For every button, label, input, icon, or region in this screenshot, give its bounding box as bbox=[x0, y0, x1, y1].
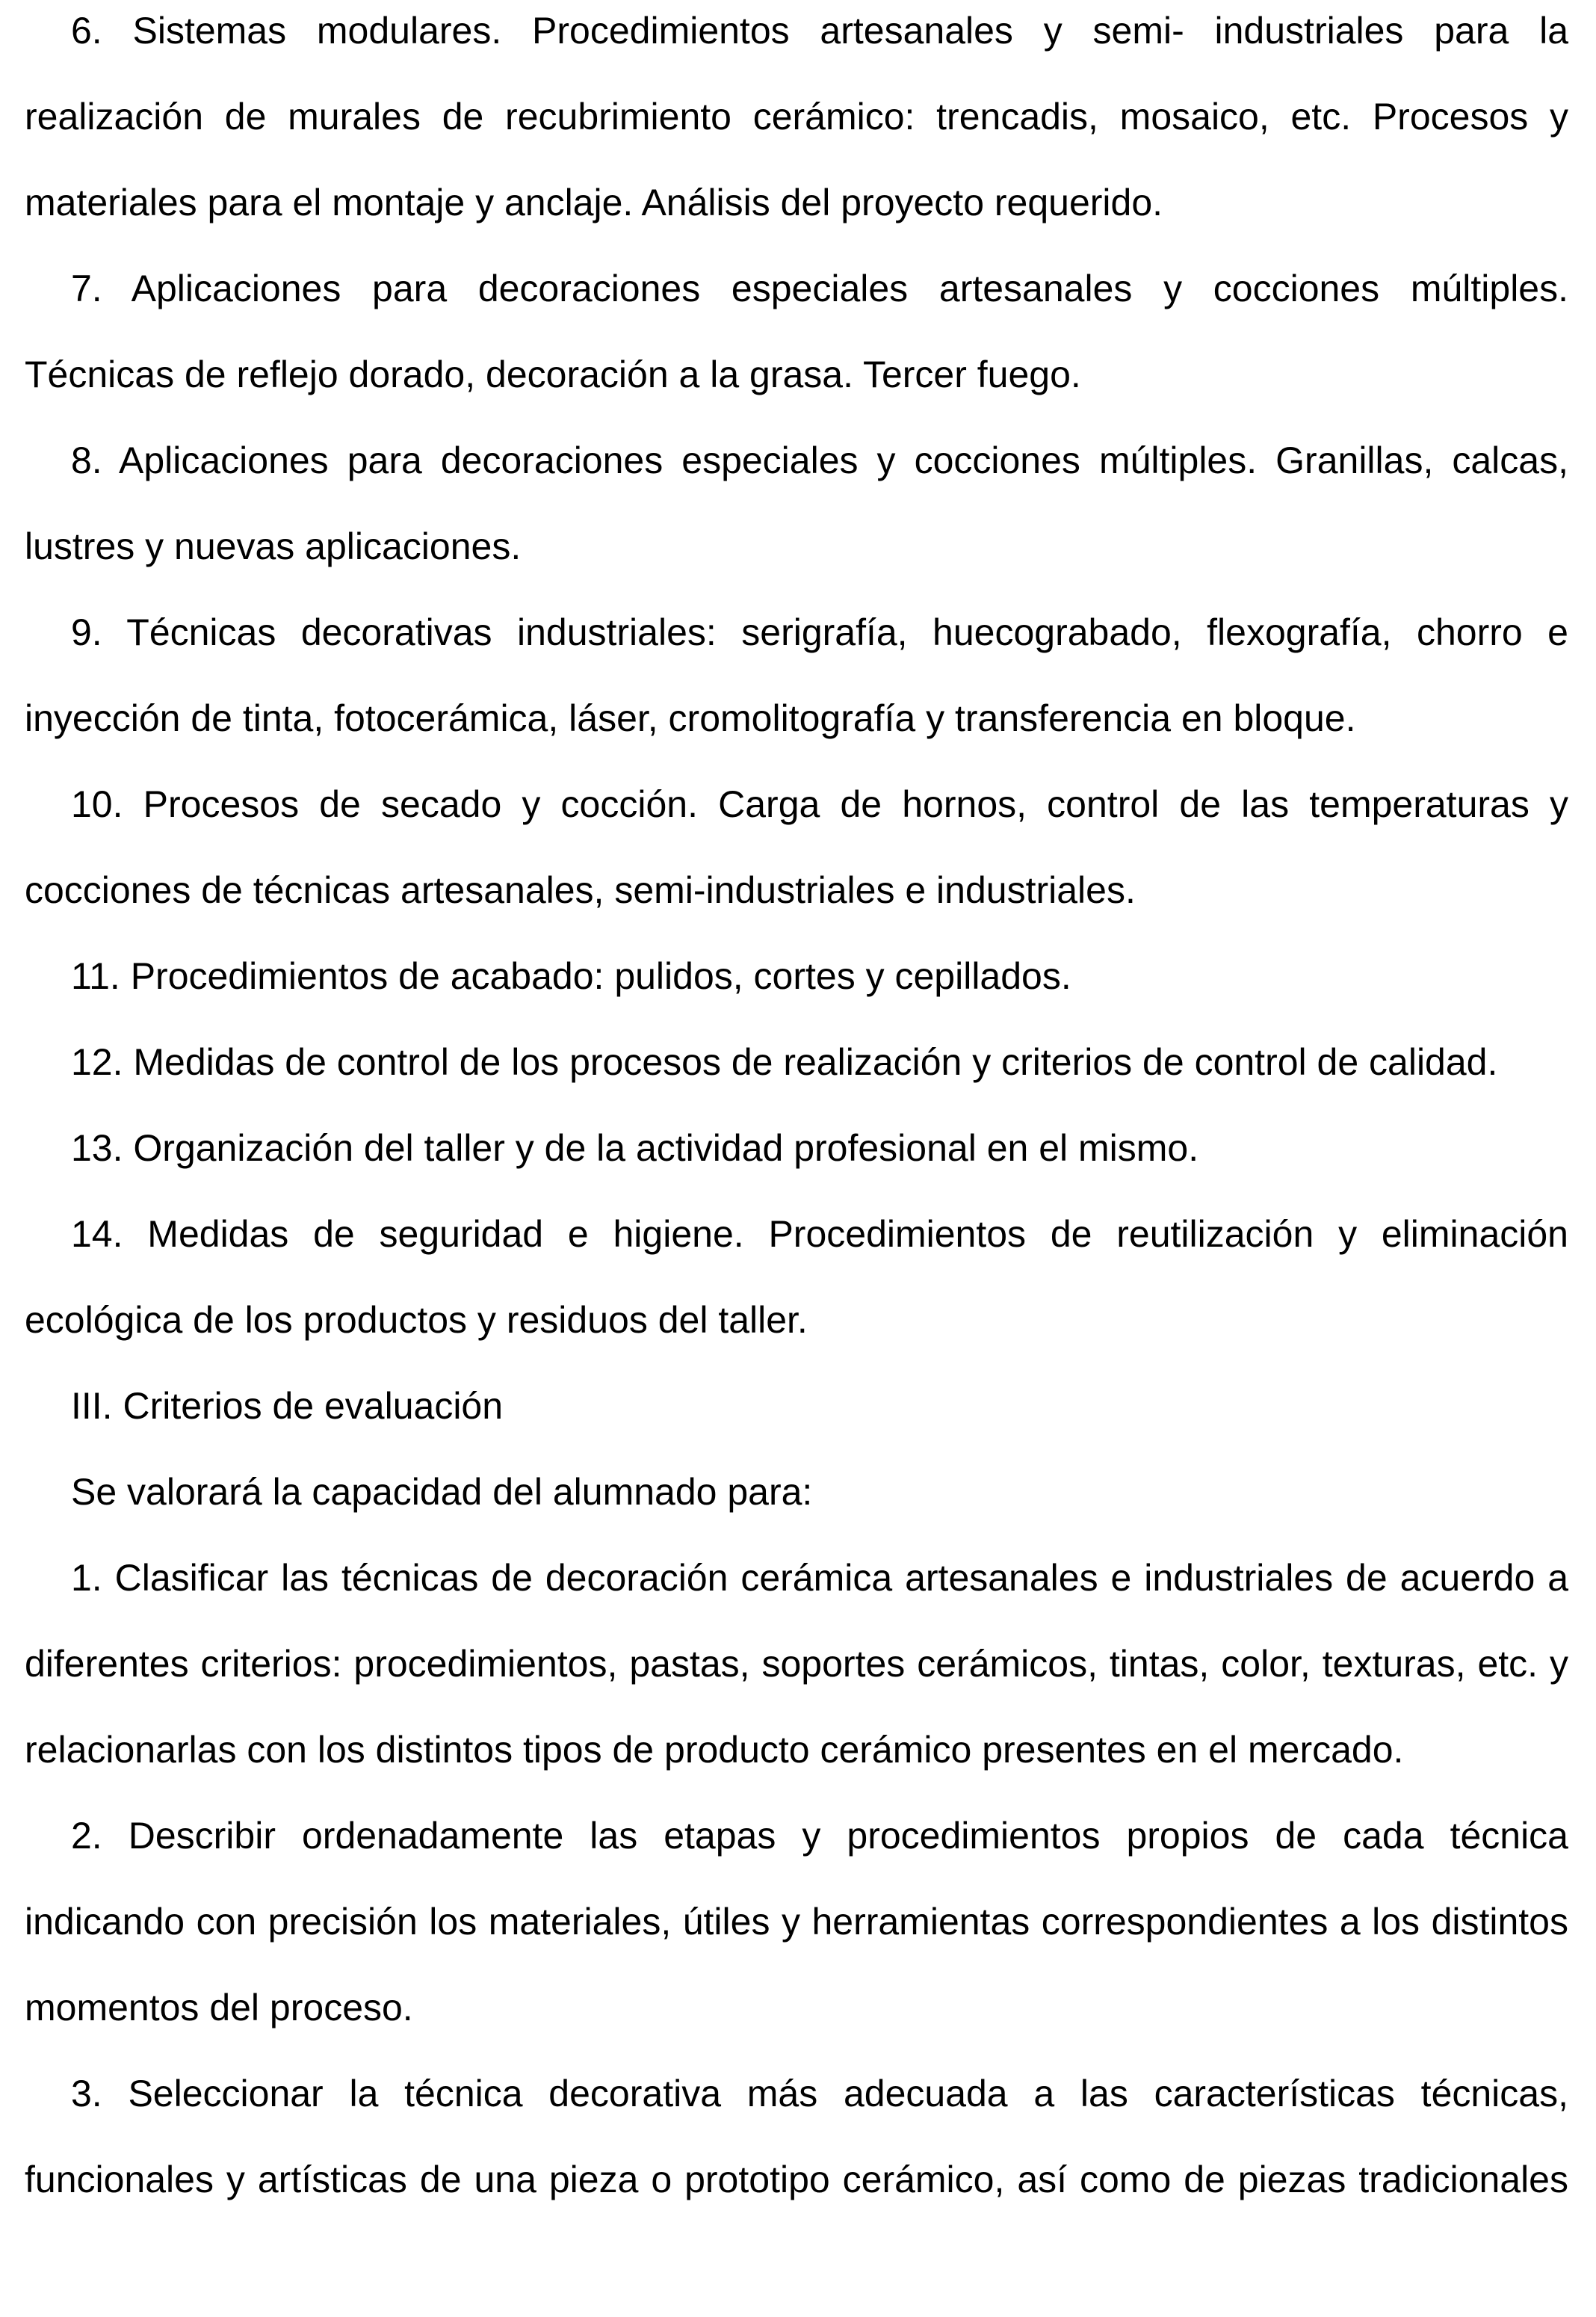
paragraph-item-7 bbox=[25, 246, 1568, 418]
text-line: 9. Técnicas decorativas industriales: serigrafía, huecograbado, flexografía, chorro e bbox=[71, 611, 1568, 653]
text-line: materiales para el montaje y anclaje. Análisis del proyecto requerido. bbox=[25, 182, 1163, 223]
paragraph-item-14 bbox=[25, 1191, 1568, 1363]
text-line: Técnicas de reflejo dorado, decoración a la grasa. Tercer fuego. bbox=[25, 354, 1081, 395]
text-line: diferentes criterios: procedimientos, pastas, soportes cerámicos, tintas, color, texturas, etc. y bbox=[25, 1643, 1568, 1685]
text-line: inyección de tinta, fotocerámica, láser, cromolitografía y transferencia en bloque. bbox=[25, 697, 1356, 739]
text-line: 8. Aplicaciones para decoraciones especiales y cocciones múltiples. Granillas, calcas, bbox=[71, 439, 1568, 481]
text-line: indicando con precisión los materiales, útiles y herramientas correspondientes a los distintos bbox=[25, 1901, 1568, 1943]
text-line: lustres y nuevas aplicaciones. bbox=[25, 525, 522, 567]
paragraph-item-9 bbox=[25, 590, 1568, 762]
paragraph-item-6 bbox=[25, 0, 1568, 246]
paragraph-criterio-2 bbox=[25, 1793, 1568, 2051]
paragraph-criterio-1 bbox=[25, 1535, 1568, 1793]
text-line: 1. Clasificar las técnicas de decoración cerámica artesanales e industriales de acuerdo a bbox=[71, 1557, 1568, 1599]
paragraph-item-13 bbox=[25, 1105, 1568, 1191]
text-line: 12. Medidas de control de los procesos de realización y criterios de control de calidad. bbox=[71, 1041, 1498, 1083]
paragraph-intro-se-valorara bbox=[25, 1449, 1568, 1535]
paragraph-criterio-3 bbox=[25, 2051, 1568, 2223]
text-line: 2. Describir ordenadamente las etapas y procedimientos propios de cada técnica bbox=[71, 1815, 1568, 1857]
text-line: 6. Sistemas modulares. Procedimientos artesanales y semi- industriales para la bbox=[71, 10, 1568, 52]
text-line: 10. Procesos de secado y cocción. Carga de hornos, control de las temperaturas y bbox=[71, 783, 1568, 825]
text-line: realización de murales de recubrimiento cerámico: trencadis, mosaico, etc. Procesos y bbox=[25, 96, 1568, 138]
text-line: Se valorará la capacidad del alumnado para: bbox=[71, 1471, 813, 1513]
text-line: 3. Seleccionar la técnica decorativa más adecuada a las características técnicas, bbox=[71, 2073, 1568, 2114]
document-content bbox=[25, 0, 1568, 2223]
paragraph-item-8 bbox=[25, 418, 1568, 590]
text-line: ecológica de los productos y residuos del taller. bbox=[25, 1299, 808, 1341]
paragraph-item-12 bbox=[25, 1019, 1568, 1105]
text-line: 14. Medidas de seguridad e higiene. Procedimientos de reutilización y eliminación bbox=[71, 1213, 1568, 1255]
paragraph-item-10 bbox=[25, 762, 1568, 934]
text-line: III. Criterios de evaluación bbox=[71, 1385, 504, 1427]
text-line: 7. Aplicaciones para decoraciones especiales artesanales y cocciones múltiples. bbox=[71, 268, 1568, 309]
text-line: momentos del proceso. bbox=[25, 1987, 413, 2028]
text-line: 13. Organización del taller y de la actividad profesional en el mismo. bbox=[71, 1127, 1199, 1169]
text-line: cocciones de técnicas artesanales, semi-industriales e industriales. bbox=[25, 869, 1136, 911]
text-line: 11. Procedimientos de acabado: pulidos, cortes y cepillados. bbox=[71, 955, 1071, 997]
heading-criterios-de-evaluacion bbox=[25, 1363, 1568, 1449]
text-line: relacionarlas con los distintos tipos de producto cerámico presentes en el mercado. bbox=[25, 1729, 1404, 1771]
paragraph-item-11 bbox=[25, 934, 1568, 1019]
text-line: funcionales y artísticas de una pieza o prototipo cerámico, así como de piezas tradicionales bbox=[25, 2159, 1568, 2200]
